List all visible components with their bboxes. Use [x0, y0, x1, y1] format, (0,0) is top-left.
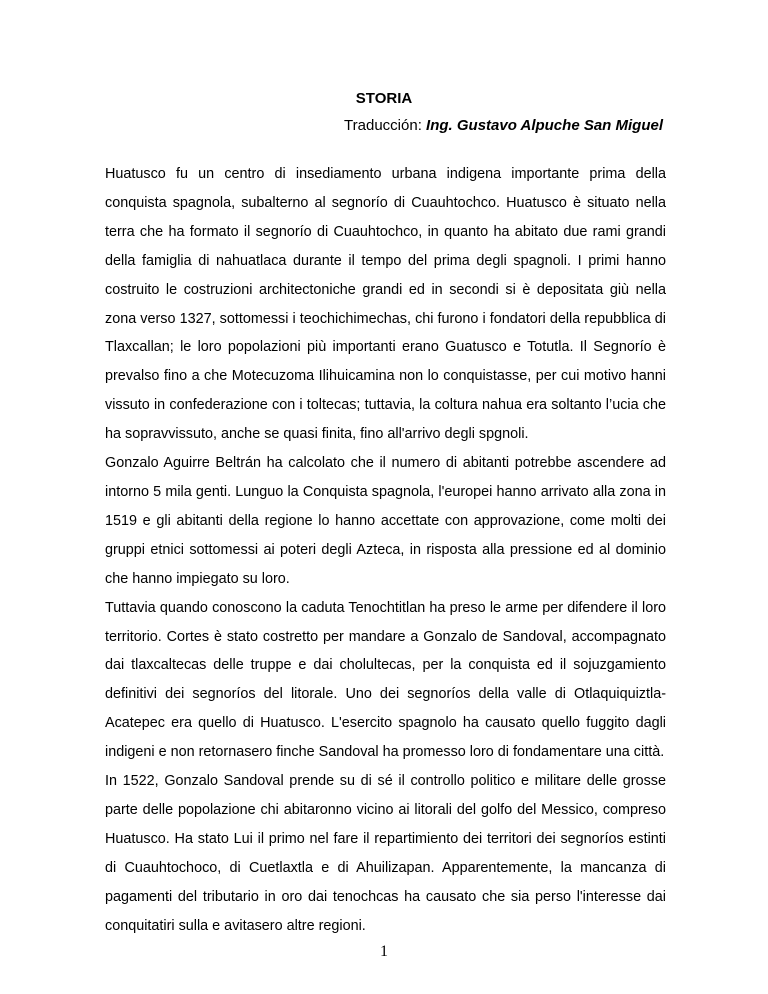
body-text: [105, 160, 666, 940]
translation-label: Traducción:: [344, 117, 427, 134]
translator-name: Ing. Gustavo Alpuche San Miguel: [426, 117, 663, 134]
document-title: STORIA: [355, 90, 413, 107]
paragraph: In 1522, Gonzalo Sandoval prende su di sé il controllo politico e militare delle grosse parte delle popolazione chi abitaronno vicino ai litorali del golfo del Messico, compreso Huatusco. Ha stato Lui il primo nel fare il repartimiento dei territori dei segnoríos estinti di Cuauhtochoco, di Cuetlaxtla e di Ahuilizapan. Apparentemente, la mancanza di pagamenti del tributario in oro dai tenochcas ha causato che sia perso l'interesse dai conquitatiri sulla e avitasero altre regioni.: [105, 773, 666, 934]
translation-credit: [344, 117, 663, 134]
paragraph: Tuttavia quando conoscono la caduta Tenochtitlan ha preso le arme per difendere il loro territorio. Cortes è stato costretto per mandare a Gonzalo de Sandoval, accompagnato dai tlaxcaltecas delle truppe e dai cholultecas, per la conquista ed il sojuzgamiento definitivi dei segnoríos del litorale. Uno dei segnoríos della valle di Otlaquiquiztla-Acatepec era quello di Huatusco. L'esercito spagnolo ha causato quello fuggito dagli indigeni e non retornasero finche Sandoval ha promesso loro di fondamentare una città.: [105, 599, 666, 761]
paragraph: Gonzalo Aguirre Beltrán ha calcolato che il numero di abitanti potrebbe ascendere ad intorno 5 mila genti. Lunguo la Conquista spagnola, l'europei hanno arrivato alla zona in 1519 e gli abitanti della regione lo hanno accettate con approvazione, come molti dei gruppi etnici sottomessi ai poteri degli Azteca, in risposta alla pressione ed al dominio che hanno impiegato su loro.: [105, 455, 666, 587]
page-number: 1: [380, 943, 388, 960]
paragraph: Huatusco fu un centro di insediamento urbana indigena importante prima della conquista spagnola, subalterno al segnorío di Cuauhtochco. Huatusco è situato nella terra che ha formato il segnorío di Cuauhtochco, in quanto ha abitato due rami grandi della famiglia di nahuatlaca durante il tempo del prima degli spagnoli. I primi hanno costruito le costruzioni architectoniche grandi ed in secondi si è depositata giù nella zona verso 1327, sottomessi i teochichimechas, chi furono i fondatori della repubblica di Tlaxcallan; le loro popolazioni più importanti erano Guatusco e Totutla. Il Segnorío è prevalso fino a che Motecuzoma Ilihuicamina non lo conquistasse, per cui motivo hanni vissuto in confederazione con i toltecas; tuttavia, la coltura nahua era soltanto l’ucia che ha sopravvissuto, anche se quasi finita, fino all'arrivo degli spgnoli.: [105, 166, 666, 443]
